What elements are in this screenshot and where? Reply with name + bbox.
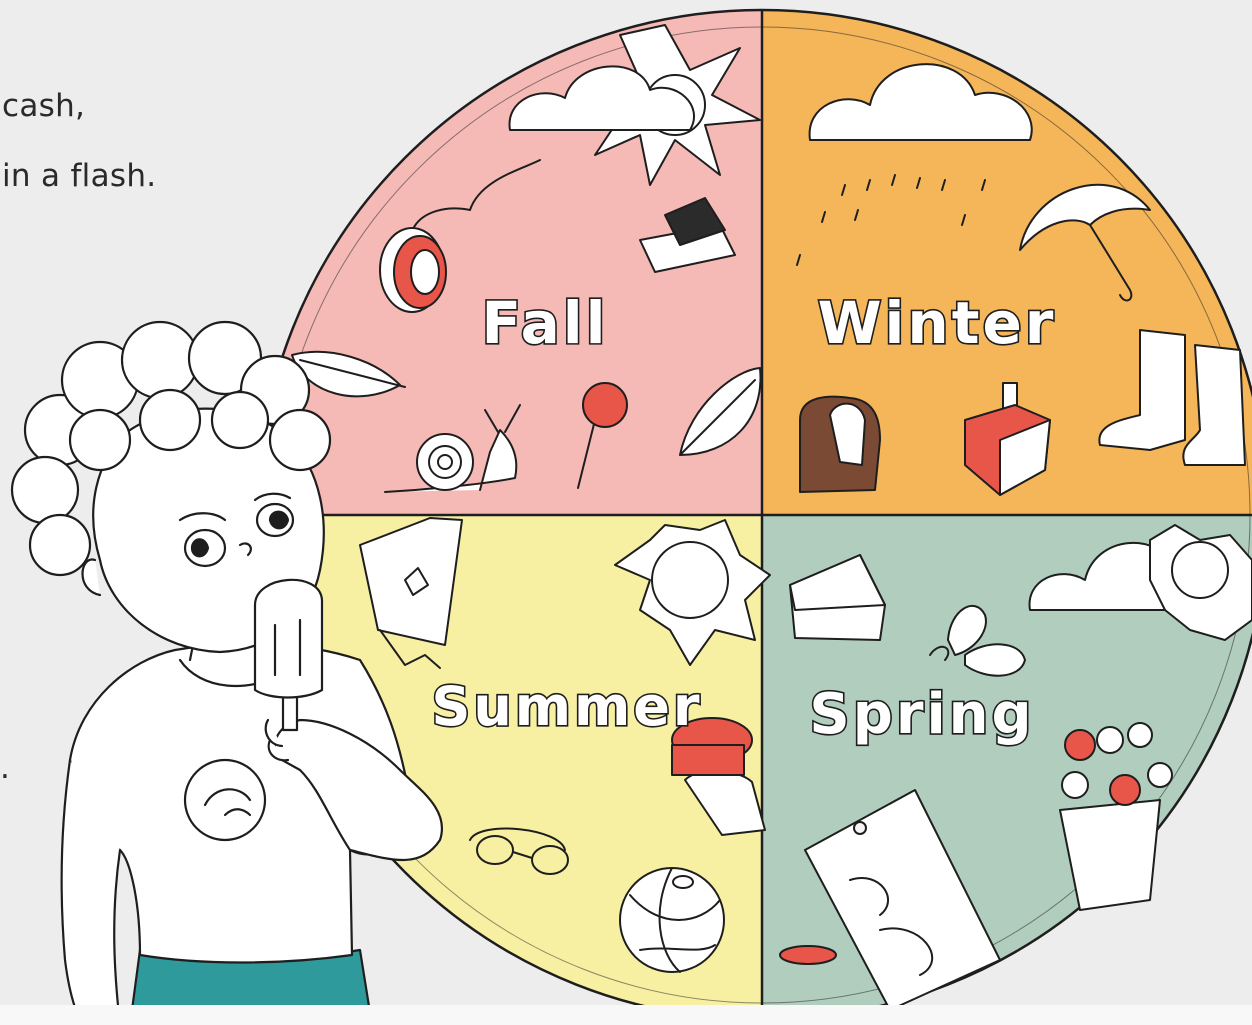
cake-icon bbox=[800, 397, 880, 492]
season-label-spring: Spring bbox=[809, 682, 1035, 747]
season-label-fall: Fall bbox=[481, 289, 609, 357]
season-label-winter: Winter bbox=[817, 289, 1057, 357]
poem-line-2: in a flash. bbox=[2, 158, 157, 194]
season-label-summer: Summer bbox=[431, 675, 703, 738]
beach-ball-icon bbox=[620, 868, 724, 972]
coin-icon bbox=[780, 946, 836, 964]
poem-line-1: cash, bbox=[2, 88, 86, 124]
poem-line-3: . bbox=[0, 750, 11, 786]
bottom-bar bbox=[0, 1005, 1252, 1025]
shirt-badge bbox=[185, 760, 265, 840]
